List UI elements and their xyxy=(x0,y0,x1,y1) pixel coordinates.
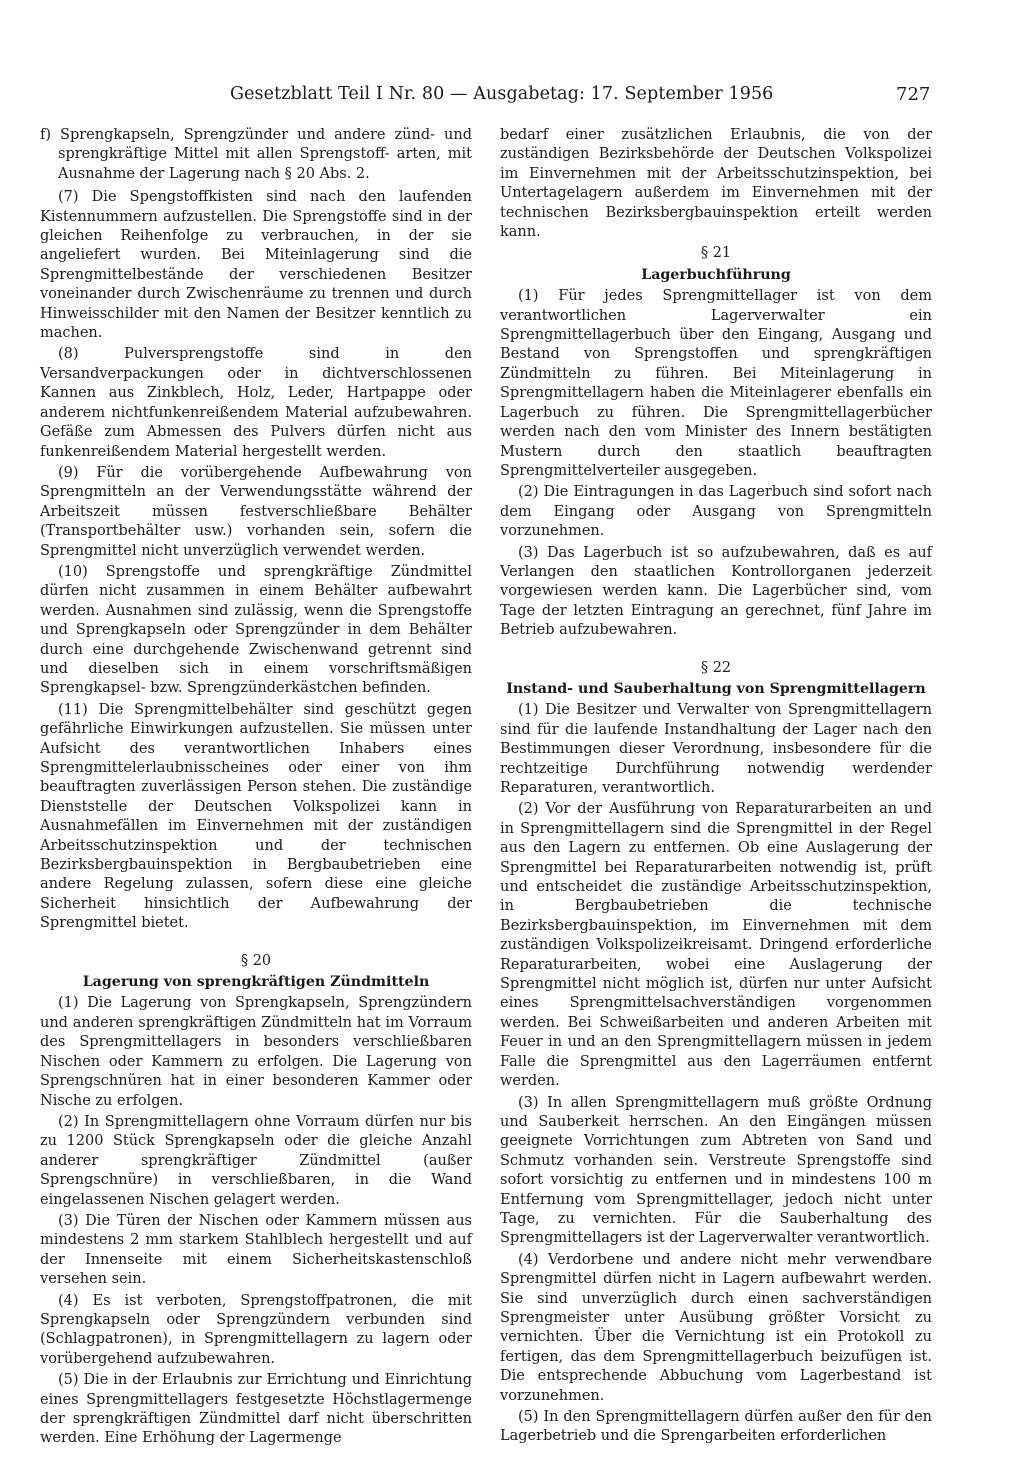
page-header: Gesetzblatt Teil I Nr. 80 — Ausgabetag: 17. September 1956 xyxy=(230,84,774,104)
section-20-paragraph-5: (5) Die in der Erlaubnis zur Errichtung und Einrichtung eines Sprengmittellagers festgesetzte Höchstlagermenge der sprengkräftigen Zündmittel darf nicht überschritten werden. Eine Erhöhung der Lagermenge xyxy=(40,1372,472,1447)
section-20-paragraph-4: (4) Es ist verboten, Sprengstoffpatronen, die mit Sprengkapseln oder Sprengzündern verbunden sind (Schlagpatronen), in Sprengmittellagern zu lagern oder vorübergehend aufzubewahren. xyxy=(40,1292,472,1367)
paragraph-7: (7) Die Spengstoffkisten sind nach den laufenden Kistennummern aufzustellen. Die Sprengstoffe sind in der gleichen Reihenfolge zu verbrauchen, in der sie angeliefert wurden. Bei Miteinlagerung sind die Sprengmittelbestände der verschiedenen Besitzer voneinander durch Zwischenräume zu trennen und durch Hinweisschilder mit den Namen der Besitzer kenntlich zu machen. xyxy=(40,189,472,342)
section-22-title: Instand- und Sauberhaltung von Sprengmittellagern xyxy=(506,680,926,697)
section-21-title: Lagerbuchführung xyxy=(641,266,791,283)
section-22-paragraph-2: (2) Vor der Ausführung von Reparaturarbeiten an und in Sprengmittellagern sind die Sprengmittel in der Regel aus den Lagern zu entfernen. Ob eine Auslagerung der Sprengmittel bei Reparaturarbeiten notwendig ist, prüft und entscheidet die zuständige Arbeitsschutzinspektion, in Bergbaubetrieben die technische Bezirksbergbauinspektion, im Einvernehmen mit dem zuständigen Volkspolizeikreisamt. Dringend erforderliche Reparaturarbeiten, wobei eine Auslagerung der Sprengmittel nicht möglich ist, dürfen nur unter Aufsicht eines Sprengmittelsachverständigen vorgenommen werden. Bei Schweißarbeiten und anderen Arbeiten mit Feuer in und an den Sprengmittellagern müssen in jedem Falle die Sprengmittel aus den Lagerräumen entfernt werden. xyxy=(500,801,932,1090)
section-20-paragraph-1: (1) Die Lagerung von Sprengkapseln, Sprengzündern und anderen sprengkräftigen Zündmitteln hat im Vorraum des Sprengmittellagers in besonders verschließbaren Nischen oder Kammern zu erfolgen. Die Lagerung von Sprengschnüren hat in einer besonderen Kammer oder Nische zu erfolgen. xyxy=(40,995,472,1109)
section-22-paragraph-4: (4) Verdorbene und andere nicht mehr verwendbare Sprengmittel dürfen nicht in Lagern aufbewahrt werden. Sie sind unverzüglich durch einen sachverständigen Sprengmeister unter Ausübung größter Vorsicht zu vernichten. Über die Vernichtung ist ein Protokoll zu fertigen, das dem Sprengmittellagerbuch beizufügen ist. Die entsprechende Abbuchung vom Lagerbestand ist vorzunehmen. xyxy=(500,1251,932,1404)
section-20-number: § 20 xyxy=(240,952,272,969)
section-22-paragraph-3: (3) In allen Sprengmittellagern muß größte Ordnung und Sauberkeit herrschen. An den Eingängen müssen geeignete Vorrichtungen zum Abtreten von Sand und Schmutz vorhanden sein. Verstreute Sprengstoffe sind sofort vorsichtig zu entfernen und in mindestens 100 m Entfernung vom Sprengmittellager, jedoch nicht unter Tage, zu vernichten. Für die Sauberhaltung des Sprengmittellagers ist der Lagerverwalter verantwortlich. xyxy=(500,1094,932,1247)
paragraph-9: (9) Für die vorübergehende Aufbewahrung von Sprengmitteln an der Verwendungsstätte während der Arbeitszeit müssen festverschließbare Behälter (Transportbehälter usw.) vorhanden sein, sofern die Sprengmittel nicht unverzüglich verwendet werden. xyxy=(40,464,472,559)
continued-paragraph: bedarf einer zusätzlichen Erlaubnis, die von der zuständigen Bezirksbehörde der Deutschen Volkspolizei im Einvernehmen mit der Arbeitsschutzinspektion, bei Untertagelagern außerdem im Einvernehmen mit der technischen Bezirksbergbauinspektion erteilt werden kann. xyxy=(500,127,932,241)
item-f: f) Sprengkapseln, Sprengzünder und andere zünd- und sprengkräftige Mittel mit allen Sprengstoff- arten, mit Ausnahme der Lagerung nach § 20 Abs. 2. xyxy=(40,127,472,182)
section-20-paragraph-3: (3) Die Türen der Nischen oder Kammern müssen aus mindestens 2 mm starkem Stahlblech hergestellt und auf der Innenseite mit einem Sicherheitskastenschloß versehen sein. xyxy=(40,1212,472,1288)
paragraph-11: (11) Die Sprengmittelbehälter sind geschützt gegen gefährliche Einwirkungen aufzustellen. Sie müssen unter Aufsicht des verantwortlichen Inhabers eines Sprengmittelerlaubnisscheines oder einer von ihm beauftragten zuverlässigen Person stehen. Die zuständige Dienststelle der Deutschen Volkspolizei kann in Ausnahmefällen im Einvernehmen mit der zuständigen Arbeitsschutzinspektion und der technischen Bezirksbergbauinspektion in Bergbaubetrieben eine andere Regelung zulassen, sofern diese eine gleiche Sicherheit hinsichtlich der Aufbewahrung der Sprengmittel bietet. xyxy=(40,701,472,932)
section-22-paragraph-5: (5) In den Sprengmittellagern dürfen außer den für den Lagerbetrieb und die Sprengarbeiten erforderlichen xyxy=(500,1409,932,1445)
page-number: 727 xyxy=(896,84,931,105)
paragraph-10: (10) Sprengstoffe und sprengkräftige Zündmittel dürfen nicht zusammen in einem Behälter aufbewahrt werden. Ausnahmen sind zulässig, wenn die Sprengstoffe und Sprengkapseln oder Sprengzünder in dem Behälter durch eine durchgehende Zwischenwand getrennt sind und dieselben sich in einem vorschriftsmäßigen Sprengkapsel- bzw. Sprengzünderkästchen befinden. xyxy=(40,563,472,697)
left-column xyxy=(40,126,472,1451)
section-20-title: Lagerung von sprengkräftigen Zündmitteln xyxy=(82,974,430,991)
section-22-number: § 22 xyxy=(700,659,732,676)
section-21-paragraph-3: (3) Das Lagerbuch ist so aufzubewahren, daß es auf Verlangen den staatlichen Kontrollorganen jederzeit vorgewiesen werden kann. Die Lagerbücher sind, vom Tage der letzten Eintragung an gerechnet, fünf Jahre im Betrieb aufzubewahren. xyxy=(500,544,932,639)
section-21-number: § 21 xyxy=(700,245,732,262)
section-21-paragraph-2: (2) Die Eintragungen in das Lagerbuch sind sofort nach dem Eingang oder Ausgang von Sprengmitteln vorzunehmen. xyxy=(500,484,932,540)
section-20-paragraph-2: (2) In Sprengmittellagern ohne Vorraum dürfen nur bis zu 1200 Stück Sprengkapseln oder die gleiche Anzahl anderer sprengkräftiger Zündmittel (außer Sprengschnüre) in verschließbaren, in die Wand eingelassenen Nischen gelagert werden. xyxy=(40,1113,472,1208)
section-21-paragraph-1: (1) Für jedes Sprengmittellager ist von dem verantwortlichen Lagerverwalter ein Sprengmittellagerbuch über den Eingang, Ausgang und Bestand von Sprengstoffen und sprengkräftigen Zündmitteln zu führen. Bei Miteinlagerung in Sprengmittellagern haben die Miteinlagerer ebenfalls ein Lagerbuch zu führen. Die Sprengmittellagerbücher werden nach den vom Minister des Innern bestätigten Mustern durch den staatlich beauftragten Sprengmittelverteiler ausgegeben. xyxy=(500,288,932,479)
section-22-paragraph-1: (1) Die Besitzer und Verwalter von Sprengmittellagern sind für die laufende Instandhaltung der Lager nach den Bestimmungen dieser Verordnung, insbesondere für die rechtzeitige Durchführung notwendig werdender Reparaturen, verantwortlich. xyxy=(500,702,932,796)
paragraph-8: (8) Pulversprengstoffe sind in den Versandverpackungen oder in dichtverschlossenen Kannen aus Zinkblech, Holz, Leder, Hartpappe oder anderem nichtfunkenreißendem Material aufzubewahren. Gefäße zum Abmessen des Pulvers dürfen nicht aus funkenreißendem Material hergestellt werden. xyxy=(40,346,472,460)
right-column xyxy=(500,126,932,1449)
